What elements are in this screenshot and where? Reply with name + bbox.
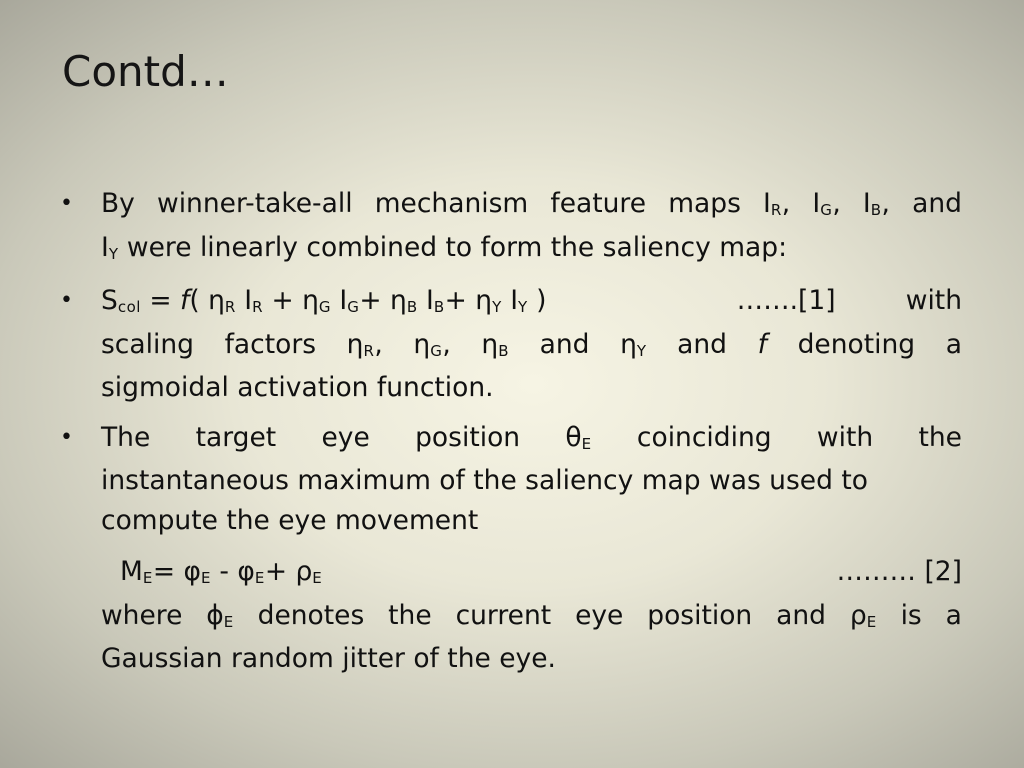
equation-2-formula: ME= φE - φE+ ρE (120, 556, 323, 587)
slide-content (58, 184, 962, 679)
bullet-item-2 (58, 281, 962, 408)
text-line: Gaussian random jitter of the eye. (101, 643, 556, 674)
bullet-marker: • (60, 424, 73, 450)
bullet-marker: • (60, 191, 73, 216)
text-line: scaling factors ηR, ηG, ηB and ηY and f denoting a (101, 328, 962, 360)
equation-2-ref: ……… [2] (836, 556, 962, 587)
text-line: The target eye position θE coinciding with the (101, 421, 962, 453)
text-line: where ϕE denotes the current eye position and ρE is a (101, 599, 962, 631)
bullet-item-3 (58, 418, 962, 541)
equation-line-1: Scol = f( ηR IR + ηG IG+ ηB IB+ ηY IY ) …….[1] with (101, 285, 962, 316)
text-line: compute the eye movement (101, 504, 479, 536)
text-line: By winner-take-all mechanism feature maps IR, IG, IB, and (101, 188, 962, 219)
explanation (58, 596, 962, 679)
text-line: sigmoidal activation function. (101, 372, 494, 403)
equation-2 (58, 552, 962, 596)
bullet-marker: • (60, 288, 73, 313)
text-line: IY were linearly combined to form the saliency map: (101, 231, 787, 263)
bullet-item-1 (58, 184, 962, 271)
text-line: instantaneous maximum of the saliency map was used to (101, 465, 868, 496)
slide-title: Contd… (62, 47, 229, 96)
